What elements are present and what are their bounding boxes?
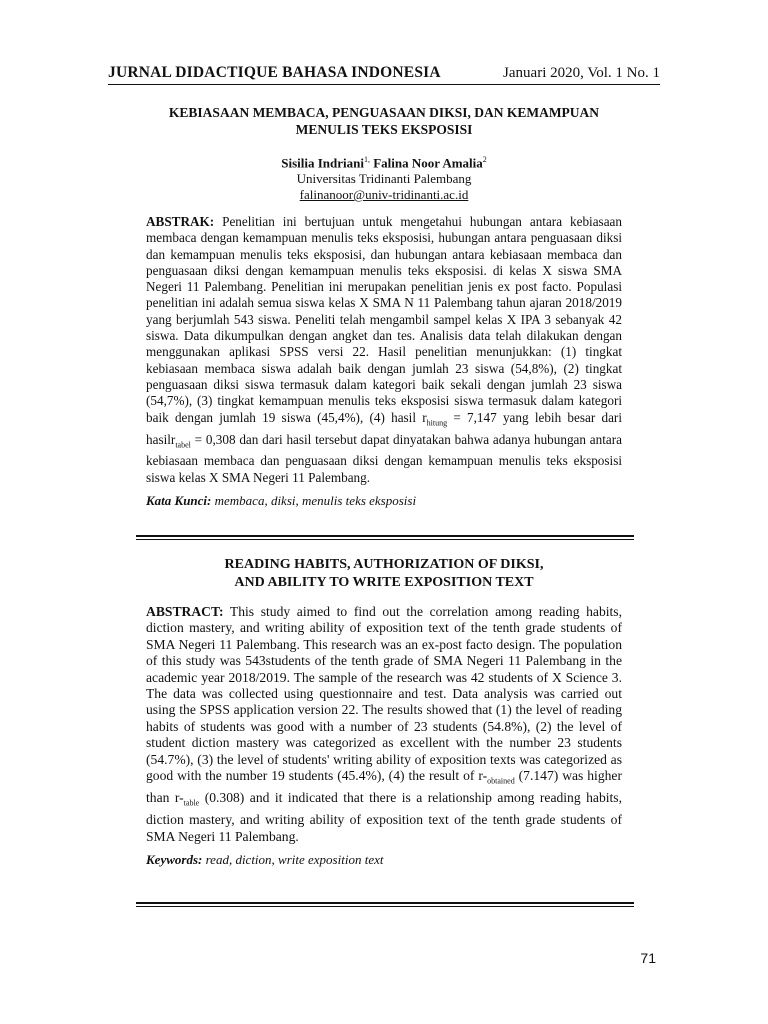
abstract-section [146, 604, 622, 845]
kata-kunci [146, 493, 622, 509]
keywords-label: Keywords: [146, 852, 203, 867]
english-title-block [146, 556, 622, 592]
abstrak-text [146, 214, 622, 486]
abstract-part-1: This study aimed to find out the correlation among reading habits, diction mastery, and writing ability of exposition text of the tenth grade students of SMA Negeri 11 Palembang. This research was an ex-post facto design. The population of this study was 543students of the tenth grade of SMA Negeri 11 Palembang in the academic year 2018/2019. The sample of the research was 42 students of X Science 3. The data was collected using questionnaire and test. Data analysis was carried out using the SPSS application version 22. The results showed that (1) the level of reading habits of students was good with a number of 23 students (54.8%), (2) the level of student diction mastery was categorized as excellent with the number 23 students (54.7%), (3) the level of students' writing ability of exposition texts was categorized as good with the number 19 students (45.4%), (4) the result of r- [146, 604, 622, 784]
abstract-part-2: (7.147) was higher than r- [146, 768, 622, 806]
abstract-text [146, 604, 622, 845]
abstrak-part-3: = 0,308 dan dari hasil tersebut dapat dinyatakan bahwa adanya hubungan antara kebiasaan membaca dan penguasaan diksi dengan kemampuan menulis teks eksposisi siswa kelas X SMA Negeri 11 Palembang. [146, 431, 622, 485]
abstrak-label: ABSTRAK: [146, 214, 215, 229]
abstrak-part-1: Penelitian ini bertujuan untuk mengetahui hubungan antara kebiasaan membaca dengan kemampuan menulis teks eksposisi, hubungan antara penguasaan diksi dan kemampuan menulis teks eksposisi, dan hubungan antara kebiasaan membaca dan penguasaan diksi dengan kemampuan menulis teks eksposisi. di kelas X siswa SMA Negeri 11 Palembang. Penelitian ini merupakan penelitian jenis ex post facto. Populasi penelitian ini adalah semua siswa kelas X SMA N 11 Palembang tahun ajaran 2018/2019 yang berjumlah 543 siswa. Peneliti telah mengambil sampel kelas X IPA 3 sebanyak 42 siswa. Data dikumpulkan dengan angket dan tes. Analisis data telah dilakukan dengan menggunakan aplikasi SPSS versi 22. Hasil penelitian menunjukkan: (1) tingkat kebiasaan membaca siswa adalah baik dengan jumlah 23 siswa (54,8%), (2) tingkat penguasaan diksi siswa termasuk dalam kategori baik sekali dengan jumlah 23 siswa (54,7%), (3) tingkat kemampuan menulis teks eksposisi siswa termasuk dalam kategori baik dengan jumlah 19 siswa (45,4%), (4) hasil r [146, 214, 622, 425]
affiliation: Universitas Tridinanti Palembang [296, 171, 472, 187]
author-info [146, 152, 622, 203]
author-2-sup: 2 [482, 155, 487, 164]
paper-title-line-1: KEBIASAAN MEMBACA, PENGUASAAN DIKSI, DAN KEMAMPUAN [168, 105, 600, 120]
author-1-sup: 1, [363, 155, 370, 164]
page-number: 71 [640, 950, 656, 966]
abstract-label: ABSTRACT: [146, 604, 224, 619]
english-title-line-2: AND ABILITY TO WRITE EXPOSITION TEXT [234, 575, 534, 590]
abstract-part-3: (0.308) and it indicated that there is a relationship among reading habits, diction mastery, and writing ability of exposition text of the tenth grade students of SMA Negeri 11 Palembang. [146, 790, 622, 844]
author-2: Falina Noor Amalia [373, 155, 483, 171]
section-divider-2 [136, 902, 634, 907]
paper-title-en [146, 556, 622, 592]
abstrak-section [146, 214, 622, 486]
abstrak-sub-1: hitung [426, 418, 448, 428]
paper-title-id [146, 104, 622, 138]
keywords [146, 852, 622, 868]
author-email[interactable]: falinanoor@univ-tridinanti.ac.id [299, 187, 469, 203]
issue-info: Januari 2020, Vol. 1 No. 1 [503, 65, 660, 81]
author-1: Sisilia Indriani [281, 155, 364, 171]
author-names [146, 152, 622, 171]
kata-kunci-text: membaca, diksi, menulis teks eksposisi [211, 493, 417, 508]
section-divider-1 [136, 535, 634, 540]
paper-title-line-2: MENULIS TEKS EKSPOSISI [295, 122, 473, 137]
abstrak-part-2: = 7,147 yang lebih besar dari hasilr [146, 409, 622, 447]
journal-name: JURNAL DIDACTIQUE BAHASA INDONESIA [108, 64, 441, 81]
kata-kunci-label: Kata Kunci: [146, 493, 212, 508]
abstrak-sub-2: tabel [175, 440, 191, 450]
running-header [108, 64, 660, 85]
paper-title-block [146, 104, 622, 138]
author-block [146, 152, 622, 203]
page-header-region [108, 64, 660, 85]
english-title-line-1: READING HABITS, AUTHORIZATION OF DIKSI, [224, 557, 544, 572]
abstract-sub-1: obtained [487, 776, 515, 786]
keywords-text: read, diction, write exposition text [202, 852, 384, 867]
abstract-sub-2: table [183, 798, 200, 808]
